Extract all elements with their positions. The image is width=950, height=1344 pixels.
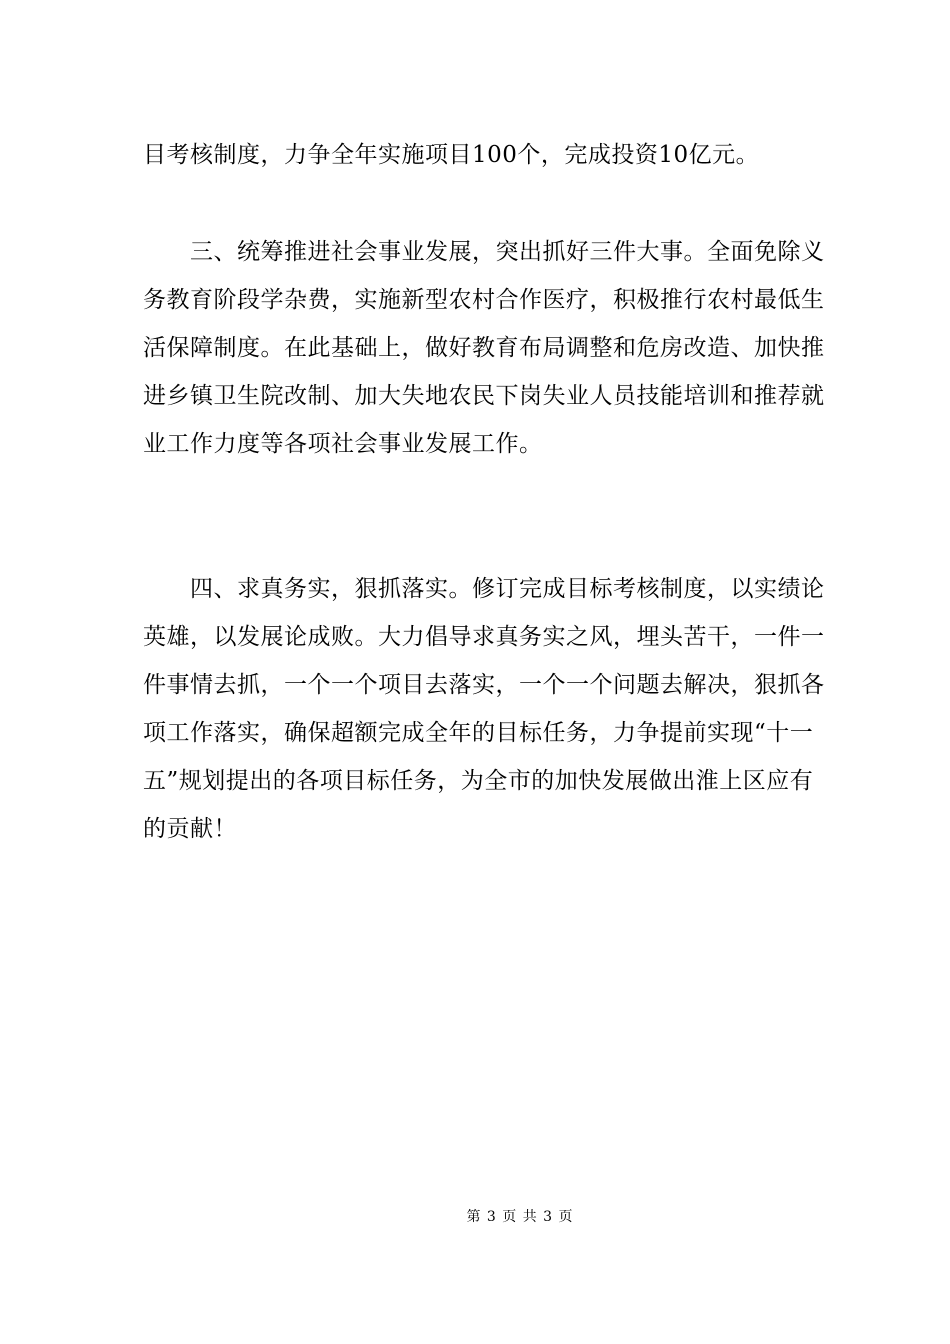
paragraph-line: 五”规划提出的各项目标任务，为全市的加快发展做出淮上区应有 — [143, 768, 814, 794]
paragraph-line: 英雄，以发展论成败。大力倡导求真务实之风，埋头苦干，一件一 — [143, 624, 825, 650]
paragraph-line: 务教育阶段学杂费，实施新型农村合作医疗，积极推行农村最低生 — [143, 287, 825, 313]
paragraph-line: 四、求真务实，狠抓落实。修订完成目标考核制度，以实绩论 — [190, 576, 825, 602]
page-number-footer: 第 3 页 共 3 页 — [466, 1209, 574, 1225]
paragraph-line: 件事情去抓，一个一个项目去落实，一个一个问题去解决，狠抓各 — [143, 672, 825, 698]
paragraph-line: 三、统筹推进社会事业发展，突出抓好三件大事。全面免除义 — [190, 239, 825, 265]
paragraph-line: 进乡镇卫生院改制、加大失地农民下岗失业人员技能培训和推荐就 — [143, 383, 825, 409]
paragraph-line: 业工作力度等各项社会事业发展工作。 — [143, 431, 543, 457]
paragraph-line: 的贡献！ — [143, 816, 237, 842]
paragraph-line: 目考核制度，力争全年实施项目100个，完成投资10亿元。 — [143, 142, 760, 168]
paragraph-line: 项工作落实，确保超额完成全年的目标任务，力争提前实现“十一 — [143, 720, 814, 746]
paragraph-line: 活保障制度。在此基础上，做好教育布局调整和危房改造、加快推 — [143, 335, 825, 361]
